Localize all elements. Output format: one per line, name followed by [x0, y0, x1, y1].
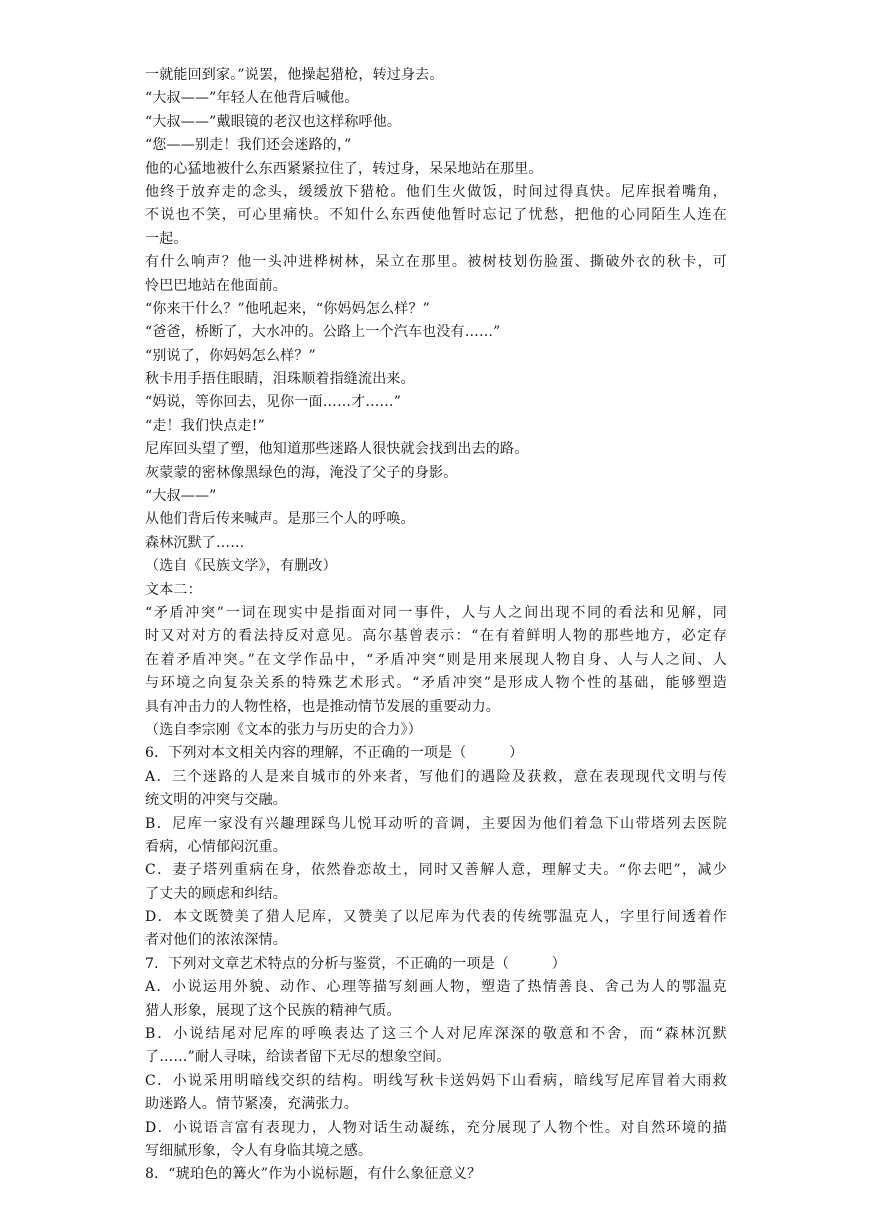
text-line: 灰蒙蒙的密林像黑绿色的海，淹没了父子的身影。	[145, 464, 458, 481]
text-line: （选自李宗刚《文本的张力与历史的合力》）	[145, 721, 422, 738]
text-line: 写细腻形象，令人有身临其境之感。	[145, 1142, 373, 1159]
text-line: 一就能回到家。”说罢，他操起猎枪，转过身去。	[145, 67, 444, 83]
text-line: “妈说，等你回去，见你一面……才……”	[145, 394, 402, 411]
text-line: 在着矛盾冲突。”在文学作品中，“矛盾冲突“则是用来展现人物自身、人与人之间、人	[145, 651, 727, 668]
text-line: （选自《民族文学》，有删改）	[145, 558, 337, 575]
text-line: “大叔——”	[145, 488, 217, 505]
text-line: 6．下列对本文相关内容的理解，不正确的一项是（ ）	[145, 745, 524, 762]
text-line: “您——别走！我们还会迷路的，”	[145, 137, 352, 154]
text-line: 猎人形象，展现了这个民族的精神气质。	[145, 1002, 401, 1019]
text-line: “矛盾冲突”一词在现实中是指面对同一事件，人与人之间出现不同的看法和见解，同	[145, 604, 727, 621]
text-line: A．三个迷路的人是来自城市的外来者，写他们的遇险及获救，意在表现现代文明与传	[145, 768, 727, 785]
text-line: 一起。	[145, 230, 188, 247]
text-line: “爸爸，桥断了，大水冲的。公路上一个汽车也没有……”	[145, 324, 501, 341]
text-line: “别说了，你妈妈怎么样？”	[145, 347, 316, 364]
text-line: 者对他们的浓浓深情。	[145, 932, 287, 949]
text-line: 森林沉默了……	[145, 534, 245, 551]
text-line: “大叔——”年轻人在他背后喊他。	[145, 90, 359, 107]
text-line: “你来干什么？”他吼起来，“你妈妈怎么样？”	[145, 300, 431, 317]
text-line: 8．“琥珀色的篝火”作为小说标题，有什么象征意义？	[145, 1166, 482, 1183]
text-line: 时又对对方的看法持反对意见。高尔基曾表示：“在有着鲜明人物的那些地方，必定存	[145, 628, 727, 645]
text-line: “走！我们快点走!”	[145, 417, 265, 434]
text-line: D．本文既赞美了猎人尼库，又赞美了以尼库为代表的传统鄂温克人，字里行间透着作	[145, 909, 727, 926]
text-line: 文本二：	[145, 581, 202, 598]
text-line: B．小说结尾对尼库的呼唤表达了这三个人对尼库深深的敬意和不舍，而“森林沉默	[145, 1026, 727, 1043]
text-line: 了丈夫的顾虑和纠结。	[145, 885, 287, 902]
text-line: 7．下列对文章艺术特点的分析与鉴赏，不正确的一项是（ ）	[145, 955, 566, 972]
text-line: 看病，心情郁闷沉重。	[145, 838, 287, 855]
text-line: 与环境之向复杂关系的特殊艺术形式。“矛盾冲突”是形成人物个性的基础，能够塑造	[145, 675, 727, 692]
text-line: D．小说语言富有表现力，人物对话生动凝练，充分展现了人物个性。对自然环境的描	[145, 1119, 727, 1136]
text-line: 他终于放弃走的念头，缓缓放下猎枪。他们生火做饭，时间过得真快。尼库抿着嘴角，	[145, 183, 727, 200]
text-line: 从他们背后传来喊声。是那三个人的呼唤。	[145, 511, 415, 528]
text-line: “大叔——”戴眼镜的老汉也这样称呼他。	[145, 113, 402, 130]
document-page	[145, 64, 727, 1187]
text-line: 统文明的冲突与交融。	[145, 792, 287, 809]
text-line: A．小说运用外貌、动作、心理等描写刻画人物，塑造了热情善良、舍己为人的鄂温克	[145, 979, 727, 996]
text-line: 怜巴巴地站在他面前。	[145, 277, 287, 294]
text-line: 他的心猛地被什么东西紧紧拉住了，转过身，呆呆地站在那里。	[145, 160, 543, 177]
text-line: 不说也不笑，可心里痛快。不知什么东西使他暂时忘记了忧愁，把他的心同陌生人连在	[145, 207, 727, 224]
text-line: C．妻子塔列重病在身，依然眷恋故土，同时又善解人意，理解丈夫。“你去吧”，减少	[145, 862, 727, 879]
text-line: 尼库回头望了塑，他知道那些迷路人很快就会找到出去的路。	[145, 441, 529, 458]
text-line: 助迷路人。情节紧凑，充满张力。	[145, 1096, 358, 1113]
text-line: 具有冲击力的人物性格，也是推动情节发展的重要动力。	[145, 698, 500, 715]
text-line: 了……”耐人寻味，给读者留下无尽的想象空间。	[145, 1049, 451, 1066]
text-line: B．尼库一家没有兴趣理踩鸟儿悦耳动听的音调，主要因为他们着急下山带塔列去医院	[145, 815, 727, 832]
text-line: 秋卡用手捂住眼睛，泪珠顺着指缝流出来。	[145, 371, 415, 388]
text-line: C．小说采用明暗线交织的结构。明线写秋卡送妈妈下山看病，暗线写尼库冒着大雨救	[145, 1072, 727, 1089]
text-line: 有什么响声？他一头冲进桦树林，呆立在那里。被树枝划伤脸蛋、撕破外衣的秋卡，可	[145, 254, 727, 271]
